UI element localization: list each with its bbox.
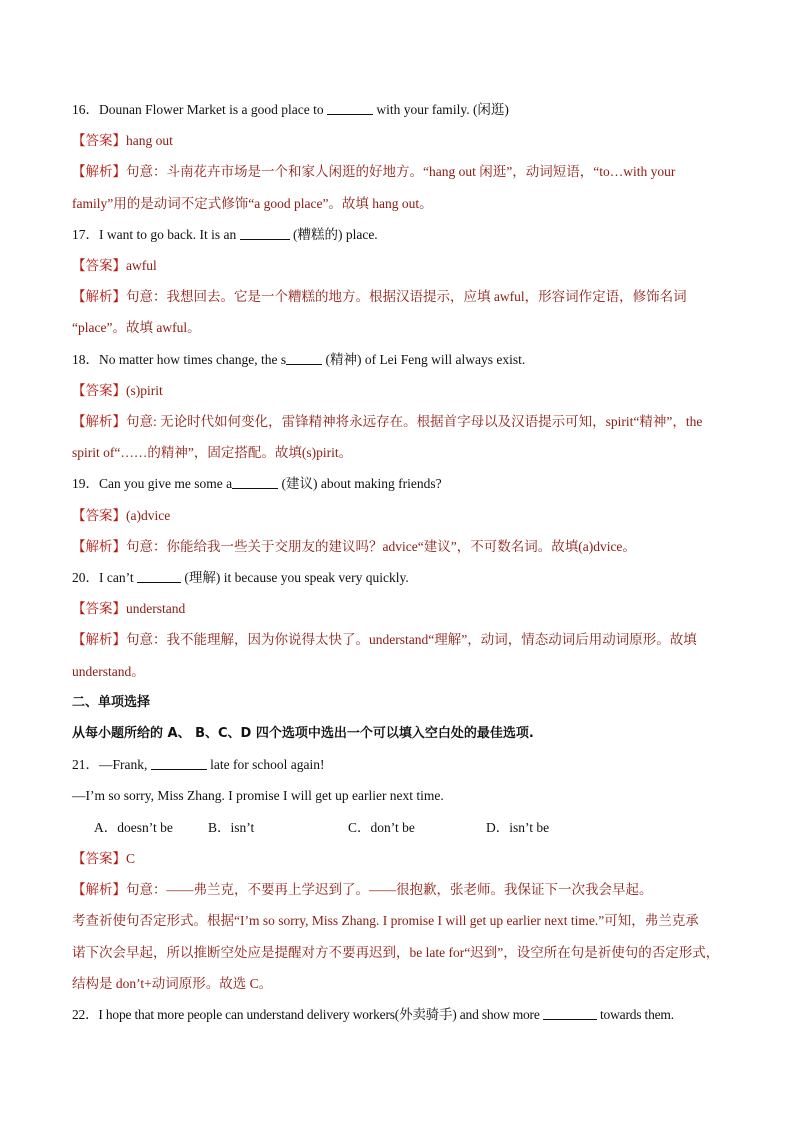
analysis-16-line-2: family”用的是动词不定式修饰“a good place”。故填 hang out。 bbox=[72, 196, 433, 211]
analysis-20-line-2: understand。 bbox=[72, 664, 145, 679]
question-17 bbox=[72, 225, 732, 245]
analysis-21-line-2: 考查祈使句否定形式。根据“I’m so sorry, Miss Zhang. I promise I will get up earlier next time.”可知，弗兰克承 bbox=[72, 913, 699, 928]
answer-21 bbox=[72, 849, 732, 869]
answer-tag: 【答案】 bbox=[72, 133, 126, 148]
analysis-16-line-1 bbox=[72, 162, 732, 182]
analysis-tag: 【解析】 bbox=[72, 414, 126, 429]
section-title: 二、单项选择 bbox=[72, 695, 151, 710]
answer-20-value: understand bbox=[126, 601, 186, 616]
answer-16-value: hang out bbox=[126, 133, 173, 148]
analysis-21-line-4: 结构是 don’t+动词原形。故选 C。 bbox=[72, 976, 273, 991]
blank-22 bbox=[543, 1005, 597, 1020]
analysis-tag: 【解析】 bbox=[72, 164, 126, 179]
question-22-stem-start: 22．I hope that more people can understand delivery workers(外卖骑手) and show more bbox=[72, 1007, 543, 1022]
question-22-stem-end: towards them. bbox=[596, 1007, 674, 1022]
answer-17 bbox=[72, 256, 732, 276]
analysis-20-line-1 bbox=[72, 630, 732, 650]
question-20-stem-end: (理解) it because you speak very quickly. bbox=[180, 570, 409, 585]
question-17-stem-end: (糟糕的) place. bbox=[289, 227, 378, 242]
question-18-stem-start: 18．No matter how times change, the s bbox=[72, 352, 287, 367]
question-16-stem-start: 16．Dounan Flower Market is a good place to bbox=[72, 102, 327, 117]
analysis-21-line-1 bbox=[72, 880, 732, 900]
option-a: A．doesn’t be bbox=[94, 820, 173, 835]
blank-19 bbox=[232, 474, 278, 489]
option-c: C．don’t be bbox=[348, 820, 415, 835]
section-instruction: 从每小题所给的 A、 B、C、D 四个选项中选出一个可以填入空白处的最佳选项. bbox=[72, 726, 534, 741]
answer-17-value: awful bbox=[126, 258, 157, 273]
question-18 bbox=[72, 350, 732, 370]
analysis-18-line-1 bbox=[72, 412, 732, 432]
analysis-tag: 【解析】 bbox=[72, 289, 126, 304]
question-17-stem-start: 17．I want to go back. It is an bbox=[72, 227, 240, 242]
question-18-stem-end: (精神) of Lei Feng will always exist. bbox=[322, 352, 526, 367]
answer-tag: 【答案】 bbox=[72, 508, 126, 523]
answer-21-value: C bbox=[126, 851, 136, 866]
blank-20 bbox=[137, 568, 181, 583]
answer-tag: 【答案】 bbox=[72, 601, 126, 616]
analysis-tag: 【解析】 bbox=[72, 632, 126, 647]
analysis-18-line-2: spirit of“……的精神”，固定搭配。故填(s)pirit。 bbox=[72, 445, 353, 460]
answer-18-value: (s)pirit bbox=[126, 383, 163, 398]
analysis-21-line-3: 诺下次会早起，所以推断空处应是提醒对方不要再迟到，be late for“迟到”，设空所在句是祈使句的否定形式， bbox=[72, 945, 720, 960]
question-20 bbox=[72, 568, 732, 588]
question-19 bbox=[72, 474, 732, 494]
answer-18 bbox=[72, 381, 732, 401]
option-d: D．isn’t be bbox=[486, 820, 550, 835]
analysis-17-line-2: “place”。故填 awful。 bbox=[72, 320, 201, 335]
question-21 bbox=[72, 755, 732, 775]
question-21-stem-start: 21．—Frank, bbox=[72, 757, 151, 772]
question-22 bbox=[72, 1005, 732, 1025]
blank-21 bbox=[151, 755, 207, 770]
question-19-stem-end: (建议) about making friends? bbox=[278, 476, 442, 491]
question-20-stem-start: 20．I can’t bbox=[72, 570, 137, 585]
analysis-18-text-1: 句意: 无论时代如何变化，雷锋精神将永远存在。根据首字母以及汉语提示可知，spirit“精神”，the bbox=[126, 414, 703, 429]
question-21-stem-end: late for school again! bbox=[206, 757, 325, 772]
question-21-line-2: —I’m so sorry, Miss Zhang. I promise I will get up earlier next time. bbox=[72, 788, 444, 803]
analysis-tag: 【解析】 bbox=[72, 882, 126, 897]
answer-19 bbox=[72, 506, 732, 526]
analysis-19-line-1 bbox=[72, 537, 732, 557]
answer-19-value: (a)dvice bbox=[126, 508, 171, 523]
blank-16 bbox=[327, 100, 373, 115]
analysis-16-text-1: 句意：斗南花卉市场是一个和家人闲逛的好地方。“hang out 闲逛”，动词短语，“to…with your bbox=[126, 164, 676, 179]
analysis-17-line-1 bbox=[72, 287, 732, 307]
analysis-19-text-1: 句意：你能给我一些关于交朋友的建议吗？advice“建议”，不可数名词。故填(a)dvice。 bbox=[126, 539, 636, 554]
answer-tag: 【答案】 bbox=[72, 851, 126, 866]
question-16-stem-end: with your family. (闲逛) bbox=[372, 102, 509, 117]
answer-16 bbox=[72, 131, 732, 151]
analysis-tag: 【解析】 bbox=[72, 539, 126, 554]
blank-18 bbox=[286, 350, 322, 365]
analysis-20-text-1: 句意：我不能理解，因为你说得太快了。understand“理解”，动词，情态动词后用动词原形。故填 bbox=[126, 632, 697, 647]
question-19-stem-start: 19．Can you give me some a bbox=[72, 476, 233, 491]
analysis-21-text-1: 句意：——弗兰克，不要再上学迟到了。——很抱歉，张老师。我保证下一次我会早起。 bbox=[126, 882, 653, 897]
answer-tag: 【答案】 bbox=[72, 383, 126, 398]
answer-tag: 【答案】 bbox=[72, 258, 126, 273]
blank-17 bbox=[240, 225, 290, 240]
question-16 bbox=[72, 100, 732, 120]
answer-20 bbox=[72, 599, 732, 619]
option-b: B．isn’t bbox=[208, 820, 255, 835]
analysis-17-text-1: 句意：我想回去。它是一个糟糕的地方。根据汉语提示，应填 awful，形容词作定语，修饰名词 bbox=[126, 289, 687, 304]
